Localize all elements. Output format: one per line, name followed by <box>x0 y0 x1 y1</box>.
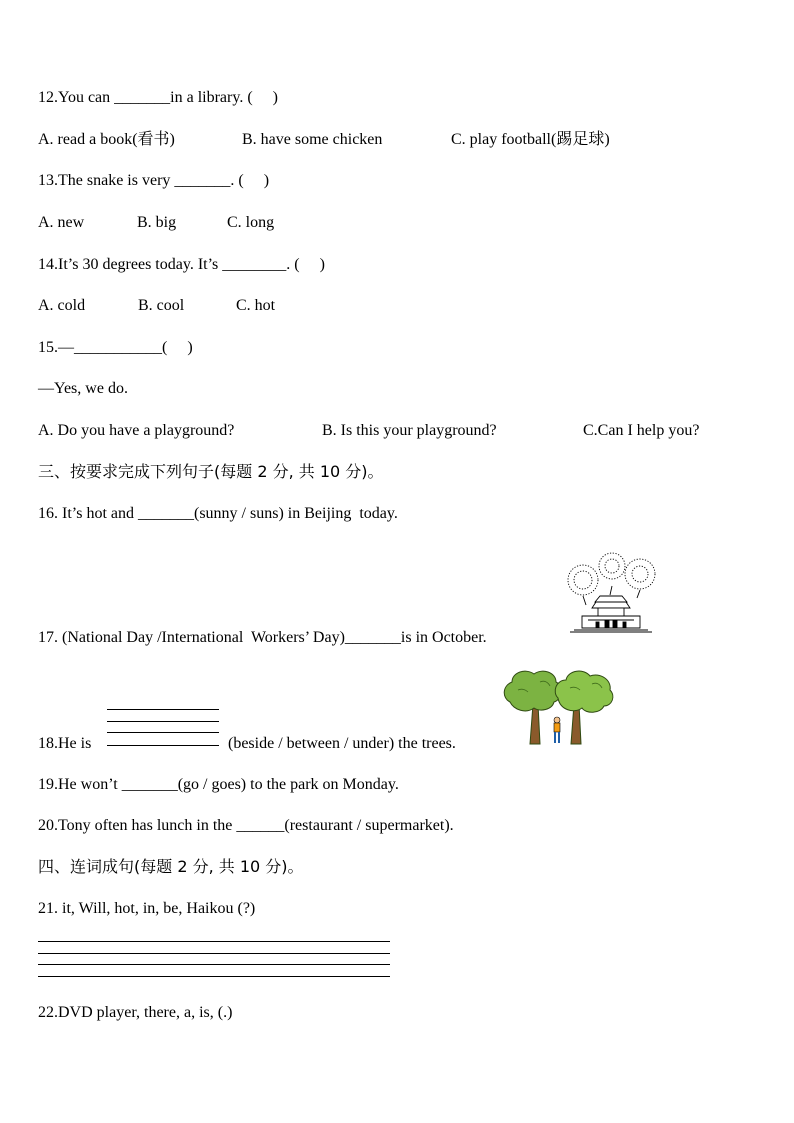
question-14-option-a: A. cold <box>38 297 86 314</box>
question-13-option-c: C. long <box>227 214 275 231</box>
question-13-stem: 13.The snake is very _______. ( ) <box>38 172 270 189</box>
question-15-option-b: B. Is this your playground? <box>322 422 497 439</box>
question-15-option-c: C.Can I help you? <box>583 422 700 439</box>
answer-line <box>107 745 219 746</box>
boy-between-trees-icon <box>500 668 616 748</box>
answer-line <box>38 941 390 942</box>
question-14-option-c: C. hot <box>236 297 276 314</box>
question-14-option-b: B. cool <box>138 297 185 314</box>
question-18-prefix: 18.He is <box>38 735 92 752</box>
question-14-stem: 14.It’s 30 degrees today. It’s ________. ( ) <box>38 256 325 273</box>
answer-line <box>107 709 219 710</box>
section-3-heading: 三、按要求完成下列句子(每题 2 分, 共 10 分)。 <box>38 462 384 481</box>
question-17: 17. (National Day /International Workers’ Day)_______is in October. <box>38 629 487 646</box>
question-15-option-a: A. Do you have a playground? <box>38 422 235 439</box>
question-15-reply: —Yes, we do. <box>38 380 128 397</box>
answer-line <box>38 976 390 977</box>
answer-line <box>38 964 390 965</box>
question-12-option-a: A. read a book(看书) <box>38 131 175 148</box>
question-12-option-b: B. have some chicken <box>242 131 383 148</box>
answer-line <box>107 732 219 733</box>
question-20: 20.Tony often has lunch in the ______(restaurant / supermarket). <box>38 817 454 834</box>
tiananmen-fireworks-icon <box>560 550 662 636</box>
question-12-stem: 12.You can _______in a library. ( ) <box>38 89 278 106</box>
question-15-stem: 15.—___________( ) <box>38 339 193 356</box>
question-13-option-a: A. new <box>38 214 85 231</box>
question-19: 19.He won’t _______(go / goes) to the park on Monday. <box>38 776 399 793</box>
question-22: 22.DVD player, there, a, is, (.) <box>38 1004 233 1021</box>
question-12-option-c: C. play football(踢足球) <box>451 131 610 148</box>
question-18-suffix: (beside / between / under) the trees. <box>228 735 456 752</box>
question-13-option-b: B. big <box>137 214 177 231</box>
question-21: 21. it, Will, hot, in, be, Haikou (?) <box>38 900 256 917</box>
section-4-heading: 四、连词成句(每题 2 分, 共 10 分)。 <box>38 857 304 876</box>
answer-line <box>38 953 390 954</box>
answer-line <box>107 721 219 722</box>
question-16: 16. It’s hot and _______(sunny / suns) in Beijing today. <box>38 505 398 522</box>
